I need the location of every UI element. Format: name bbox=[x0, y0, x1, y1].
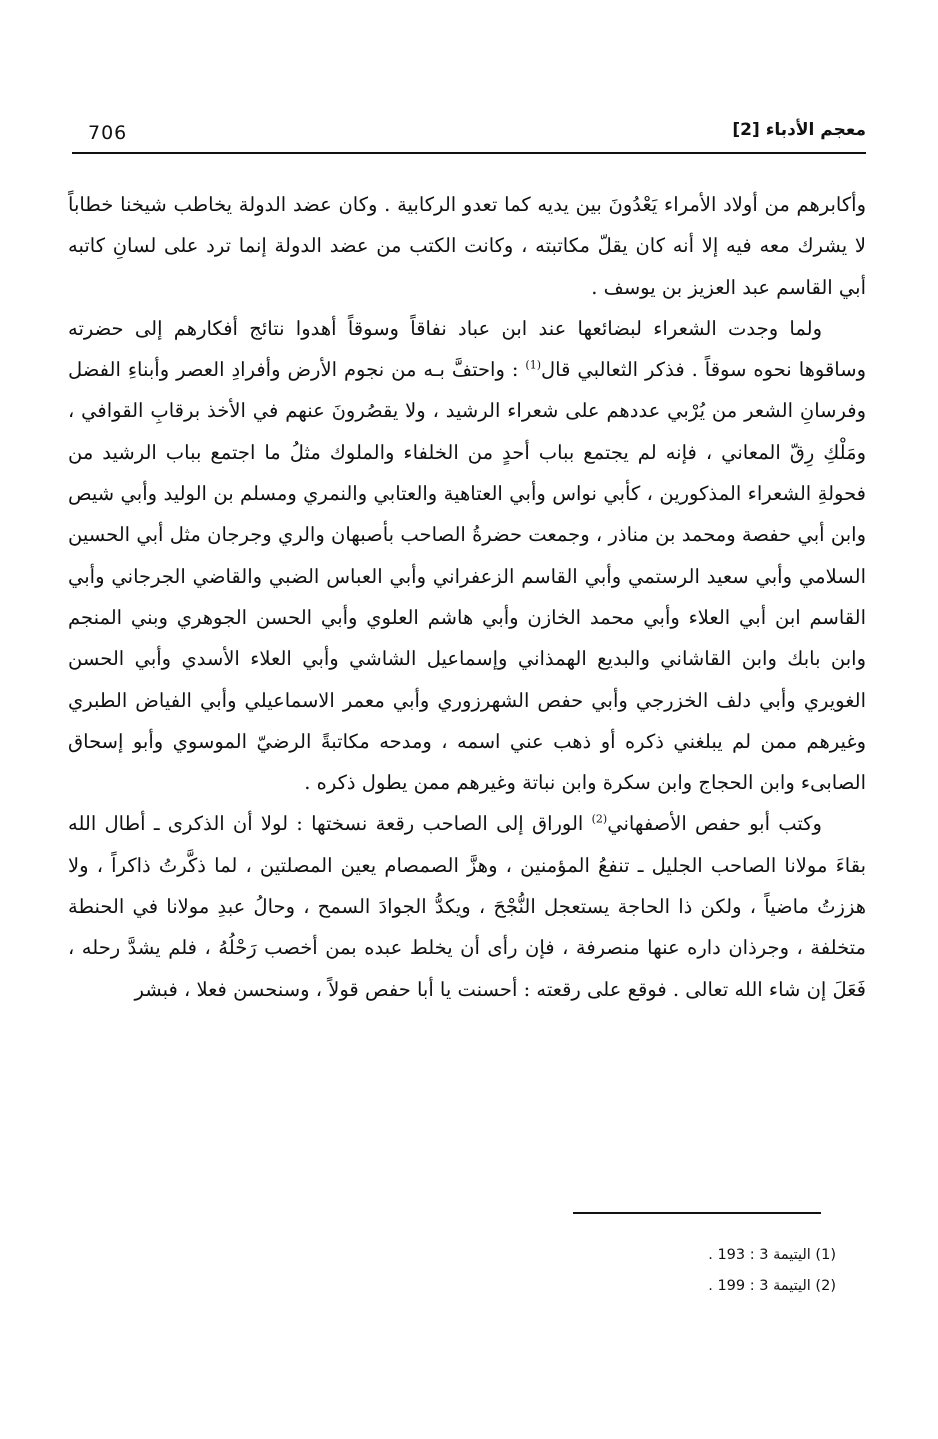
page-number: 706 bbox=[88, 122, 128, 144]
paragraph-2-text-after-ref: : واحتفَّ بـه من نجوم الأرض وأفرادِ العصر وأبناءِ الفضل وفرسانِ الشعر من يُرْبي عددهم على شعراء الرشيد ، ولا يقصُرونَ عنهم في الأخذ برقابِ القوافي ، ومَلْكِ رِقّ المعاني ، فإنه لم يجتمع بباب أحدٍ من الخلفاء والملوك مثلُ ما اجتمع بباب الرشيد من فحولةِ الشعراء المذكورين ، كأبي نواس وأبي العتاهية والعتابي والنمري ومسلم بن الوليد وأبي شيص وابن أبي حفصة ومحمد بن مناذر ، وجمعت حضرةُ الصاحب بأصبهان والري وجرجان مثل أبي الحسين السلامي وأبي سعيد الرستمي وأبي القاسم الزعفراني وأبي العباس الضبي والقاضي الجرجاني وأبي القاسم ابن أبي العلاء وأبي محمد الخازن وأبي هاشم العلوي وأبي الحسن الجوهري وبني المنجم وابن بابك وابن القاشاني والبديع الهمذاني وإسماعيل الشاشي وأبي العلاء الأسدي وأبي الحسن الغويري وأبي دلف الخزرجي وأبي حفص الشهرزوري وأبي معمر الاسماعيلي وأبي الفياض الطبري وغيرهم ممن لم يبلغني ذكره أو ذهب عني اسمه ، ومدحه مكاتبةً الرضيّ الموسوي وأبو إسحاق الصابىء وابن الحجاج وابن سكرة وابن نباتة وغيرهم ممن يطول ذكره . bbox=[68, 358, 866, 795]
footnote-2: (2) اليتيمة 3 : 199 . bbox=[708, 1278, 836, 1294]
body-text bbox=[68, 184, 866, 1010]
footnote-1: (1) اليتيمة 3 : 193 . bbox=[708, 1247, 836, 1263]
paragraph-2 bbox=[68, 308, 866, 804]
footnote-rule bbox=[573, 1212, 821, 1214]
footnotes bbox=[416, 1240, 836, 1302]
paragraph-2-text-before-ref: ولما وجدت الشعراء لبضائعها عند ابن عباد نفاقاً وسوقاً أهدوا نتائج أفكارهم إلى حضرته وساقوها نحوه سوقاً . فذكر الثعالبي قال bbox=[68, 316, 867, 382]
footnote-ref-2: (2) bbox=[591, 812, 608, 826]
paragraph-3 bbox=[68, 803, 866, 1009]
paragraph-3-text-before-ref: وكتب أبو حفص الأصفهاني bbox=[607, 812, 822, 836]
footnote-ref-1: (1) bbox=[525, 358, 541, 372]
header-rule bbox=[72, 152, 866, 154]
running-title: معجم الأدباء [2] bbox=[732, 120, 866, 140]
paragraph-1: وأكابرهم من أولاد الأمراء يَعْدُونَ بين يديه كما تعدو الركابية . وكان عضد الدولة يخاطب شيخنا خطاباً لا يشرك معه فيه إلا أنه كان يقلّ مكاتبته ، وكانت الكتب من عضد الدولة إنما ترد على لسانِ كاتبه أبي القاسم عبد العزيز بن يوسف . bbox=[68, 193, 866, 299]
page-header bbox=[72, 118, 866, 154]
paragraph-3-text-after-ref: الوراق إلى الصاحب رقعة نسختها : لولا أن الذكرى ـ أطال الله بقاءَ مولانا الصاحب الجليل ـ تنفعُ المؤمنين ، وهزَّ الصمصام يعين المصلتين ، لما ذكَّرتُ ذاكراً ، ولا هززتُ ماضياً ، ولكن ذا الحاجة يستعجل النُّجْحَ ، ويكدُّ الجوادَ السمح ، وحالُ عبدِ مولانا في الحنطة متخلفة ، وجرذان داره عنها منصرفة ، فإن رأى أن يخلط عبده بمن أخصب رَحْلُهُ ، فلم يشدَّ رحله ، فَعَلَ إن شاء الله تعالى . فوقع على رقعته : أحسنت يا أبا حفص قولاً ، وسنحسن فعلا ، فبشر bbox=[68, 812, 866, 1001]
